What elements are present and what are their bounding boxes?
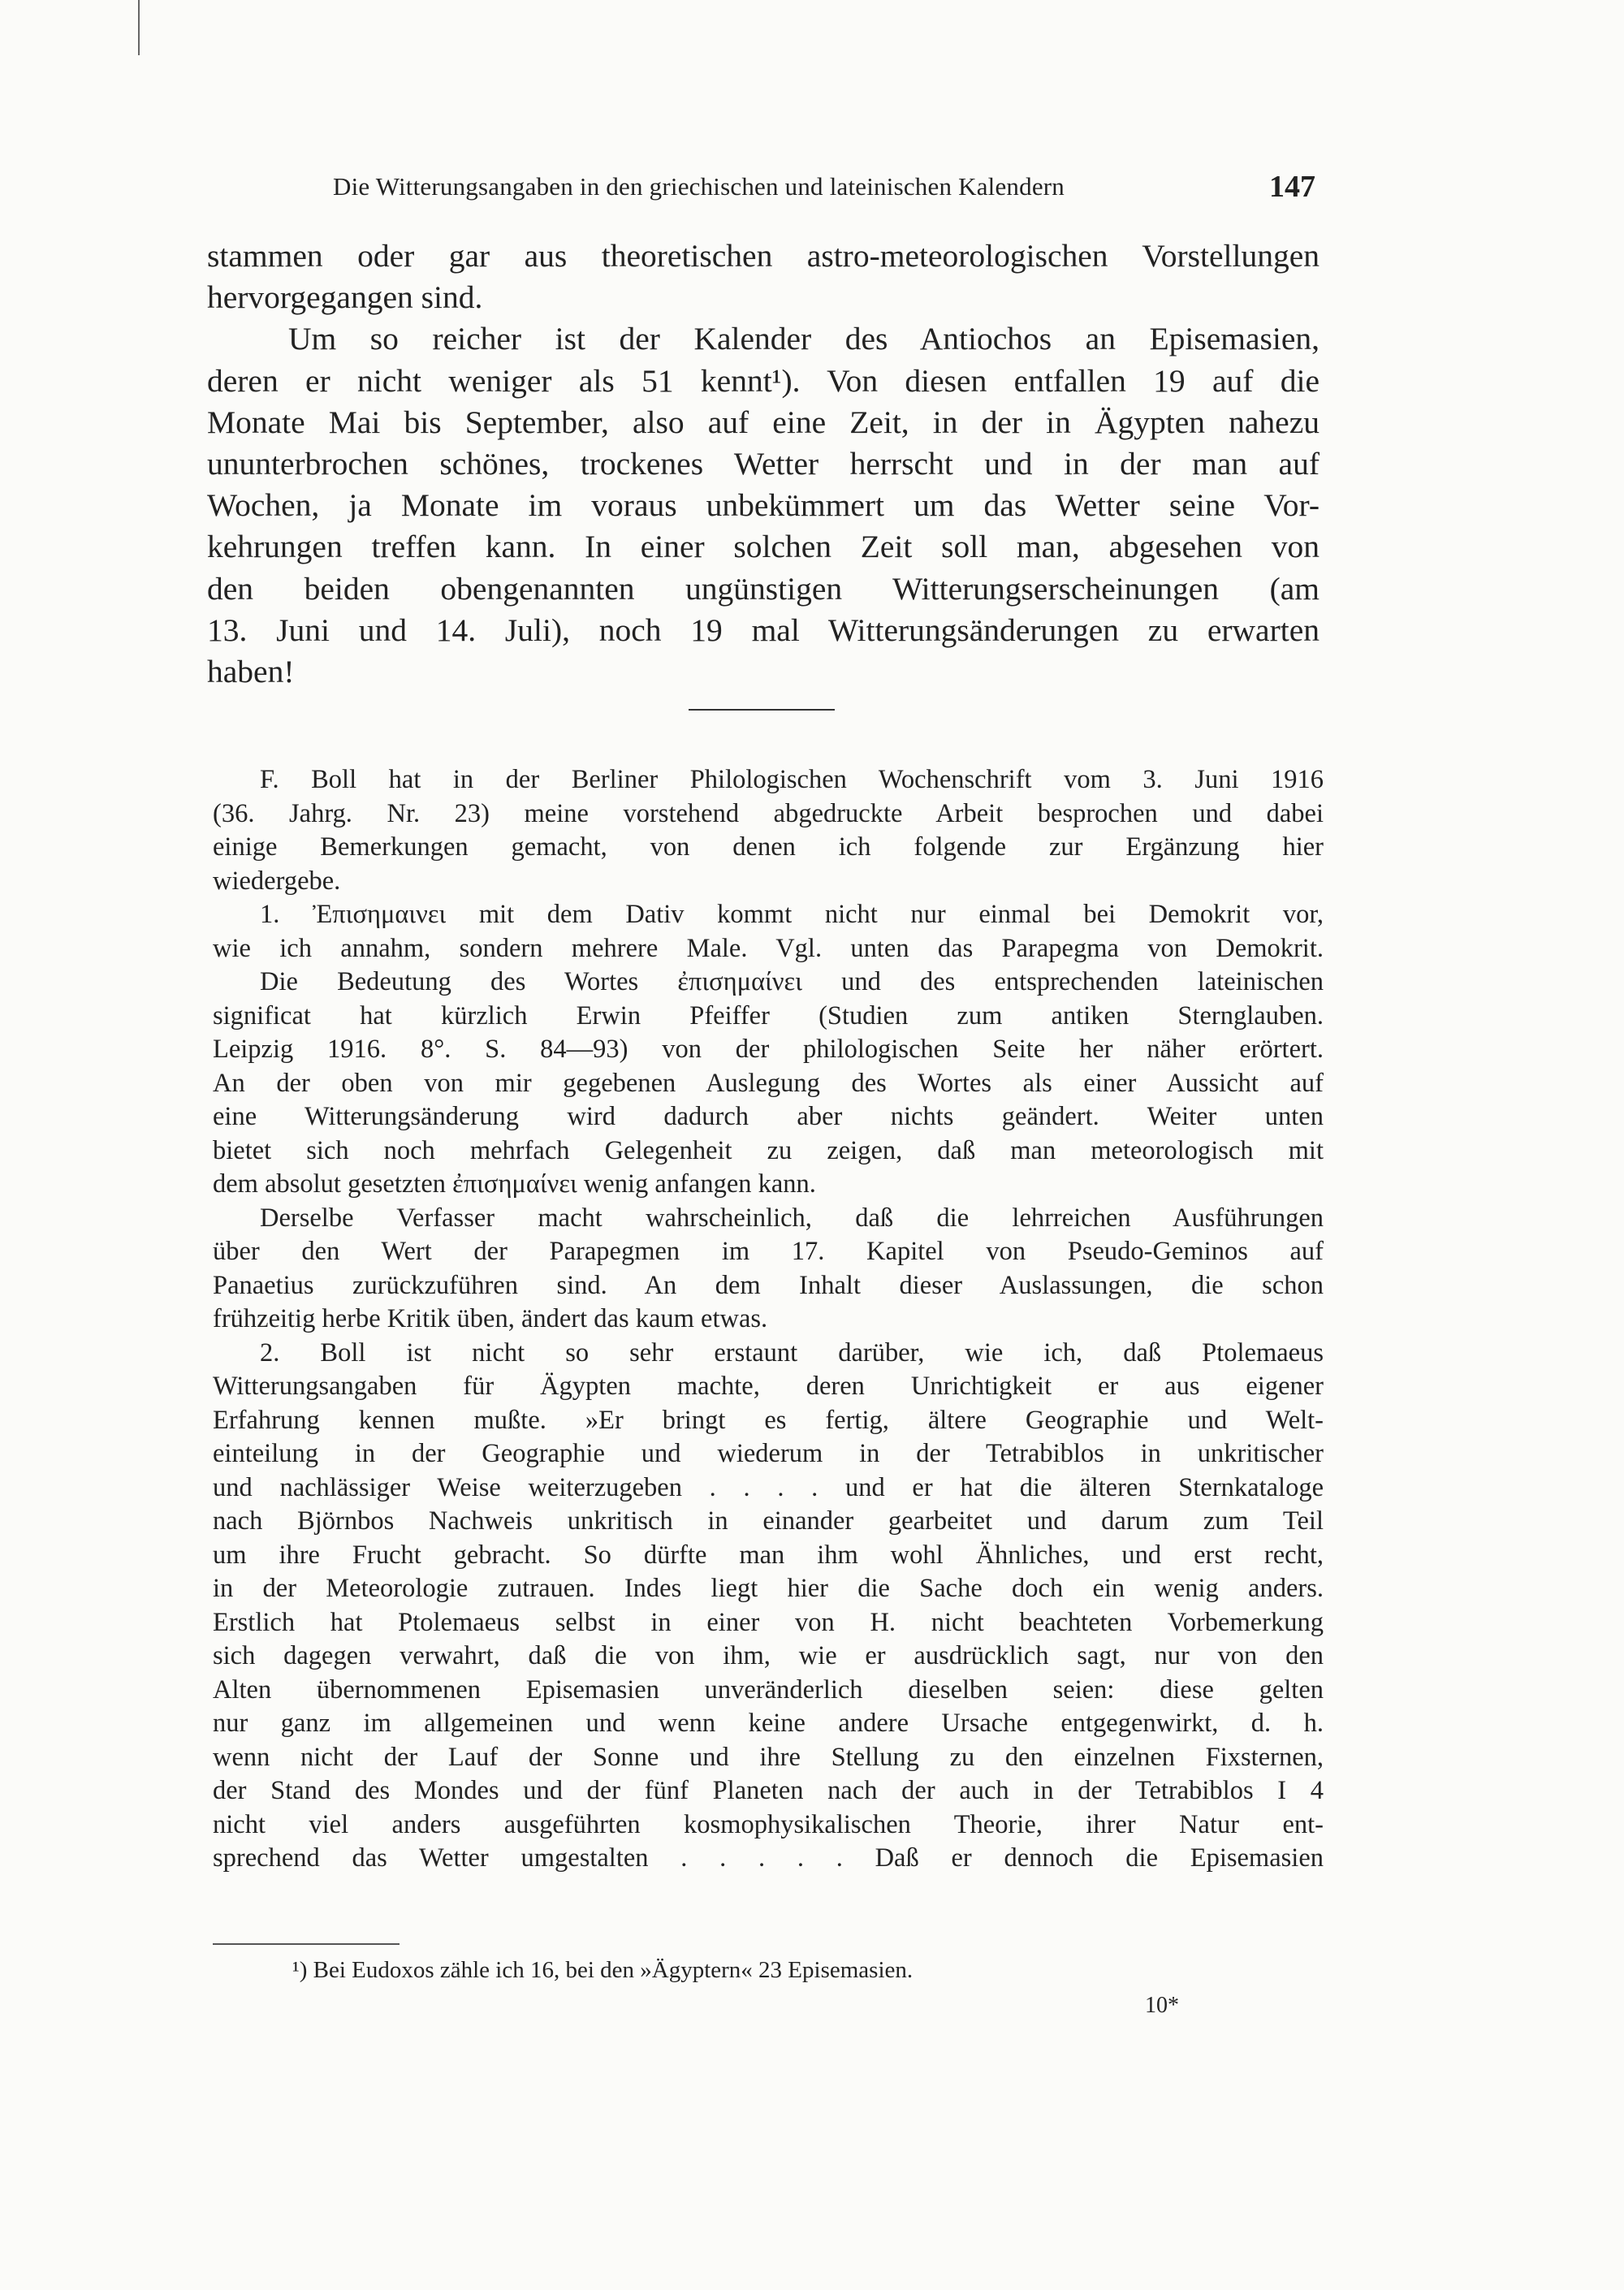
text-line: Monate Mai bis September, also auf eine Zeit, in der in Ägypten nahezu — [207, 404, 1320, 440]
page-edge-line — [138, 0, 140, 55]
appendix-line: Alten übernommenen Episemasien unveränderlich dieselben seien: diese gelten — [213, 1674, 1324, 1705]
appendix-line: F. Boll hat in der Berliner Philologischen Wochenschrift vom 3. Juni 1916 — [260, 765, 1324, 794]
appendix-paragraphs — [213, 763, 1324, 1876]
running-title: Die Witterungsangaben in den griechischen und lateinischen Kalendern — [333, 172, 1065, 201]
text-line: Wochen, ja Monate im voraus unbekümmert um das Wetter seine Vor- — [207, 487, 1320, 524]
appendix-line: um ihre Frucht gebracht. So dürfte man ihm wohl Ähnliches, und erst recht, — [213, 1540, 1324, 1570]
page-number: 147 — [1269, 170, 1315, 204]
appendix-line: nur ganz im allgemeinen und wenn keine andere Ursache entgegenwirkt, d. h. — [213, 1709, 1324, 1738]
appendix-line: sprechend das Wetter umgestalten . . . . . Daß er dennoch die Episemasien — [213, 1843, 1324, 1873]
appendix-line: Panaetius zurückzuführen sind. An dem Inhalt dieser Auslassungen, die schon — [213, 1270, 1324, 1300]
appendix-line: Erfahrung kennen mußte. »Er bringt es fertig, ältere Geographie und Welt- — [213, 1405, 1324, 1435]
text-line: den beiden obengenannten ungünstigen Witterungserscheinungen (am — [207, 570, 1320, 607]
running-header — [333, 172, 1315, 208]
text-line: Um so reicher ist der Kalender des Antiochos an Episemasien, — [288, 321, 1320, 357]
appendix-line: Erstlich hat Ptolemaeus selbst in einer von H. nicht beachteten Vorbemerkung — [213, 1607, 1324, 1637]
appendix-line: wiedergebe. — [213, 866, 341, 896]
footnote: ¹) Bei Eudoxos zähle ich 16, bei den »Ägyptern« 23 Episemasien. — [292, 1957, 914, 1983]
text-line: haben! — [207, 653, 295, 689]
appendix-line: wenn nicht der Lauf der Sonne und ihre Stellung zu den einzelnen Fixsternen, — [213, 1742, 1324, 1772]
appendix-line: significat hat kürzlich Erwin Pfeiffer (Studien zum antiken Sternglauben. — [213, 1000, 1324, 1030]
appendix-line: frühzeitig herbe Kritik üben, ändert das kaum etwas. — [213, 1304, 768, 1333]
appendix-line: eine Witterungsänderung wird dadurch aber nichts geändert. Weiter unten — [213, 1102, 1324, 1131]
appendix-line: in der Meteorologie zutrauen. Indes liegt hier die Sache doch ein wenig anders. — [213, 1574, 1324, 1603]
appendix-line: sich dagegen verwahrt, daß die von ihm, wie er ausdrücklich sagt, nur von den — [213, 1641, 1324, 1670]
text-line: 13. Juni und 14. Juli), noch 19 mal Witterungsänderungen zu erwarten — [207, 611, 1320, 648]
signature-mark: 10* — [1145, 1993, 1179, 2018]
appendix-line: der Stand des Mondes und der fünf Planeten nach der auch in der Tetrabiblos I 4 — [213, 1776, 1324, 1805]
main-paragraphs — [207, 235, 1320, 693]
appendix-line: Witterungsangaben für Ägypten machte, deren Unrichtigkeit er aus eigener — [213, 1372, 1324, 1401]
appendix-line: An der oben von mir gegebenen Auslegung des Wortes als einer Aussicht auf — [213, 1068, 1324, 1098]
appendix-line: Die Bedeutung des Wortes ἐπισημαίνει und des entsprechenden lateinischen — [260, 967, 1324, 996]
text-line: kehrungen treffen kann. In einer solchen Zeit soll man, abgesehen von — [207, 529, 1320, 565]
appendix-line: dem absolut gesetzten ἐπισημαίνει wenig anfangen kann. — [213, 1169, 816, 1199]
appendix-line: einteilung in der Geographie und wiederum in der Tetrabiblos in unkritischer — [213, 1439, 1324, 1468]
footnote-rule — [213, 1943, 400, 1945]
appendix-line: Derselbe Verfasser macht wahrscheinlich, daß die lehrreichen Ausführungen — [260, 1203, 1324, 1233]
appendix-line: nicht viel anders ausgeführten kosmophysikalischen Theorie, ihrer Natur ent- — [213, 1809, 1324, 1839]
section-separator — [689, 709, 835, 711]
text-line: hervorgegangen sind. — [207, 279, 483, 316]
text-line: stammen oder gar aus theoretischen astro-meteorologischen Vorstellungen — [207, 238, 1320, 274]
appendix-line: und nachlässiger Weise weiterzugeben . . . . und er hat die älteren Sternkataloge — [213, 1472, 1324, 1502]
appendix-line: nach Björnbos Nachweis unkritisch in einander gearbeitet und darum zum Teil — [213, 1506, 1324, 1536]
text-line: deren er nicht weniger als 51 kennt¹). Von diesen entfallen 19 auf die — [207, 362, 1320, 399]
appendix-line: bietet sich noch mehrfach Gelegenheit zu zeigen, daß man meteorologisch mit — [213, 1135, 1324, 1165]
appendix-line: einige Bemerkungen gemacht, von denen ich folgende zur Ergänzung hier — [213, 832, 1324, 862]
appendix-line: über den Wert der Parapegmen im 17. Kapitel von Pseudo-Geminos auf — [213, 1237, 1324, 1266]
appendix-line: (36. Jahrg. Nr. 23) meine vorstehend abgedruckte Arbeit besprochen und dabei — [213, 798, 1324, 828]
appendix-line: Leipzig 1916. 8°. S. 84—93) von der philologischen Seite her näher erörtert. — [213, 1035, 1324, 1064]
text-line: ununterbrochen schönes, trockenes Wetter herrscht und in der man auf — [207, 445, 1320, 482]
appendix-line: 2. Boll ist nicht so sehr erstaunt darüber, wie ich, daß Ptolemaeus — [260, 1337, 1324, 1368]
appendix-line: 1. Ἐπισημαινει mit dem Dativ kommt nicht nur einmal bei Demokrit vor, — [260, 900, 1324, 929]
appendix-line: wie ich annahm, sondern mehrere Male. Vgl. unten das Parapegma von Demokrit. — [213, 933, 1324, 963]
